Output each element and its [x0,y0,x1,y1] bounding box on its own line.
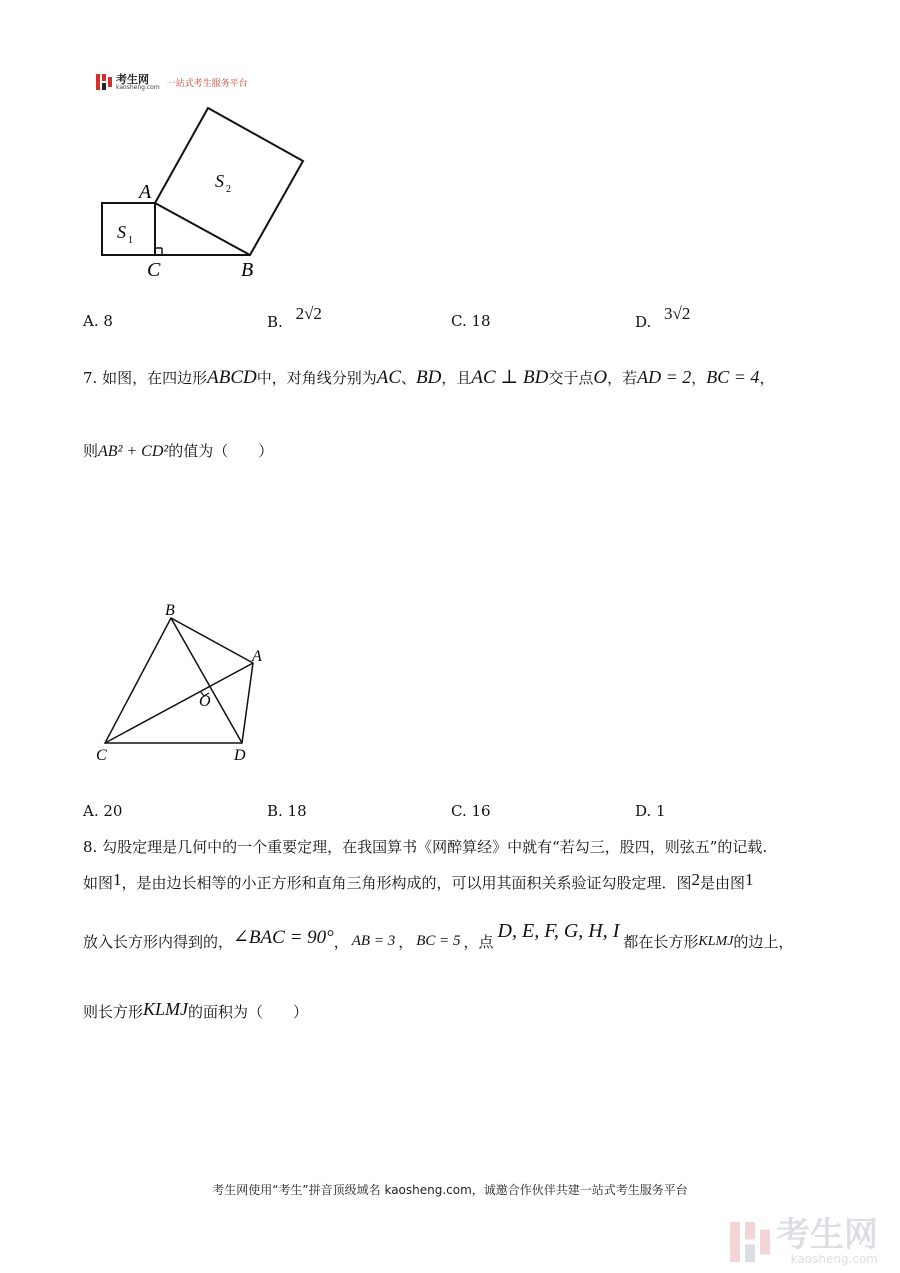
label-s2-sub: 2 [226,184,231,195]
figure-pythagoras-squares [95,100,315,285]
q7-line1 [83,366,774,389]
q6-option-a[interactable]: A. 8 [83,312,113,330]
q8-ab: AB = 3 [351,933,396,949]
kaosheng-logo-icon [96,74,112,90]
square-s1 [102,203,155,255]
label-a: A [252,648,262,665]
q7-diag2: BD [416,367,442,388]
q7-text: ， [759,369,775,387]
label-s1-sub: 1 [128,235,133,246]
q7-quad: ABCD [207,367,257,388]
q8-fig1-ref: 1 [113,870,122,889]
q6-option-d[interactable] [635,304,691,332]
label-b: B [165,602,175,619]
q7-expr: AB² + CD² [98,443,169,460]
label-c: C [96,747,107,764]
q7-line2 [83,440,273,461]
logo-slogan: 一站式考生服务平台 [166,78,248,89]
label-o: O [199,693,211,710]
q6-option-d-value: 3√2 [664,304,691,323]
watermark-name: 考生网 [776,1215,878,1255]
q8-text: ，点 [463,933,494,951]
q8-text: 如图 [83,874,114,892]
q8-text: ， [333,933,349,951]
q7-option-b[interactable]: B. 18 [267,802,307,820]
q7-option-d[interactable]: D. 1 [635,802,666,820]
q6-option-b-value: 2√2 [295,304,322,323]
q6-option-c[interactable]: C. 18 [451,312,491,330]
q8-rect: KLMJ [698,934,734,949]
q8-rect2: KLMJ [143,999,189,1019]
q8-text: 则长方形 [83,1003,144,1021]
q7-ad-eq: AD = 2 [637,367,692,387]
q7-text: ，若 [607,369,638,387]
q6-option-b[interactable] [267,304,322,332]
logo-name: 考生网 [116,72,149,86]
q8-text: ，是由边长相等的小正方形和直角三角形构成的，可以用其面积关系验证勾股定理．图 [121,874,692,892]
q8-line1: 8. 勾股定理是几何中的一个重要定理，在我国算书《网醉算经》中就有“若勾三，股四，则弦五”的记载. [83,838,768,856]
q6-option-b-prefix: B. [267,313,283,331]
q7-diag1: AC [376,367,402,388]
q8-points: D, E, F, G, H, I [497,920,620,942]
q7-perp: AC ⊥ BD [471,367,549,388]
header-logo [96,72,248,92]
label-d: D [234,747,246,764]
label-s2: S [215,171,224,191]
q7-option-a[interactable]: A. 20 [83,802,123,820]
watermark-text [776,1215,878,1266]
q8-text: 都在长方形 [623,933,699,951]
q8-text: 的面积为（ ） [188,1003,309,1021]
page-footer: 考生网使用“考生”拼音顶级域名 kaosheng.com，诚邀合作伙伴共建一站式考生服务平台 [212,1183,688,1197]
q8-line4 [83,1001,308,1022]
label-a: A [139,181,152,203]
watermark-logo-icon [730,1222,770,1262]
figure-quadrilateral [90,595,280,770]
q8-text: 的边上， [733,933,794,951]
q7-point-o: O [593,367,608,388]
q7-text: 的值为（ ） [168,442,274,460]
q8-bc: BC = 5 [416,933,461,949]
q7-text: 则 [83,442,99,460]
q7-text: ，且 [441,369,472,387]
q8-angle: ∠BAC = 90° [233,927,334,948]
q7-text: 交于点 [548,369,594,387]
diagonal-ac [105,663,253,743]
logo-text-block [116,74,160,91]
q6-option-d-prefix: D. [635,313,652,331]
q8-text: 放入长方形内得到的， [83,933,234,951]
label-b: B [241,259,254,281]
q7-text: 如图，在四边形 [102,369,208,387]
watermark [730,1215,878,1266]
q8-text: ， [398,933,414,951]
label-s1: S [117,222,126,242]
q7-bc-eq: BC = 4 [706,367,760,387]
q8-line2 [83,872,754,893]
watermark-url: kaosheng.com [790,1252,878,1266]
q8-text: 是由图 [700,874,746,892]
q7-number: 7. [83,369,98,387]
q7-text: 、 [401,369,417,387]
q8-line3 [83,920,794,953]
logo-url: kaosheng.com [116,83,160,91]
q8-fig1b-ref: 1 [745,870,754,889]
label-c: C [147,259,161,281]
square-s2 [155,108,303,255]
q8-fig2-ref: 2 [691,870,701,889]
q7-text: 中，对角线分别为 [256,369,377,387]
q7-option-c[interactable]: C. 16 [451,802,491,820]
q7-text: ， [691,369,707,387]
